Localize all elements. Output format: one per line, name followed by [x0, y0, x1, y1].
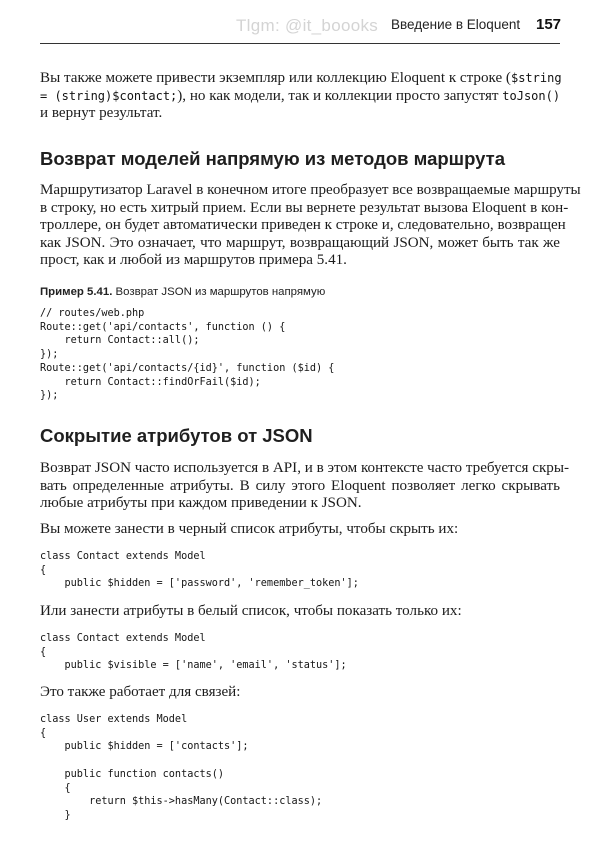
intro-line-1: Вы также можете привести экземпляр или коллекцию Eloquent к строке ($string	[40, 70, 562, 86]
whitelist-paragraph: Или занести атрибуты в белый список, чтобы показать только их:	[40, 603, 462, 619]
para-line: в строку, но есть хитрый прием. Если вы вернете результат вызова Eloquent в кон-	[40, 199, 569, 216]
intro-line-3: и вернут результат.	[40, 105, 163, 122]
inline-code: $string	[510, 71, 562, 85]
caption-text: Возврат JSON из маршрутов напрямую	[112, 286, 326, 298]
para-line: Маршрутизатор Laravel в конечном итоге преобразует все возвращаемые маршруты	[40, 182, 581, 198]
example-caption	[40, 286, 560, 298]
code-block-hidden: class Contact extends Model { public $hidden = ['password', 'remember_token'];	[40, 551, 359, 590]
relations-paragraph: Это также работает для связей:	[40, 684, 241, 700]
section-heading-1: Возврат моделей напрямую из методов маршрута	[40, 148, 506, 169]
header-rule	[40, 43, 560, 44]
running-title: Введение в Eloquent	[391, 17, 521, 32]
inline-code: = (string)$contact;	[40, 88, 178, 103]
code-block-relations: class User extends Model { public $hidden = ['contacts']; public function contacts() { return $this->hasMany(Contact::class); }	[40, 714, 323, 821]
page-header	[0, 14, 600, 38]
para-line: как JSON. Это означает, что маршрут, возвращающий JSON, может быть так же	[40, 234, 560, 251]
section-heading-2: Сокрытие атрибутов от JSON	[40, 425, 313, 446]
para-line: прост, как и любой из маршрутов примера 5.41.	[40, 252, 347, 269]
para-line: вать определенные атрибуты. В силу этого Eloquent позволяет легко скрывать	[40, 477, 560, 494]
watermark: Tlgm: @it_boooks	[236, 16, 379, 35]
section1-paragraph	[40, 182, 581, 270]
page-number: 157	[536, 16, 562, 33]
blacklist-paragraph: Вы можете занести в черный список атрибуты, чтобы скрыть их:	[40, 521, 459, 537]
intro-paragraph	[40, 70, 560, 123]
caption-label: Пример 5.41.	[40, 286, 113, 298]
code-block-visible: class Contact extends Model { public $visible = ['name', 'email', 'status'];	[40, 633, 347, 672]
inline-code: toJson()	[502, 88, 561, 103]
section2-paragraph	[40, 460, 570, 513]
para-line: троллере, он будет автоматически приведен к строке и, следовательно, возвращен	[40, 217, 566, 234]
code-block-example-5-41: // routes/web.php Route::get('api/contacts', function () { return Contact::all(); }); Route::get('api/contacts/{id}', function ($id) { return Contact::findOrFail($id); });	[40, 308, 335, 402]
para-line: любые атрибуты при каждом приведении к JSON.	[40, 495, 362, 512]
para-line: Возврат JSON часто используется в API, и в этом контексте часто требуется скры-	[40, 460, 570, 476]
intro-line-2: = (string)$contact;), но как модели, так и коллекции просто запустят toJson()	[40, 87, 561, 104]
